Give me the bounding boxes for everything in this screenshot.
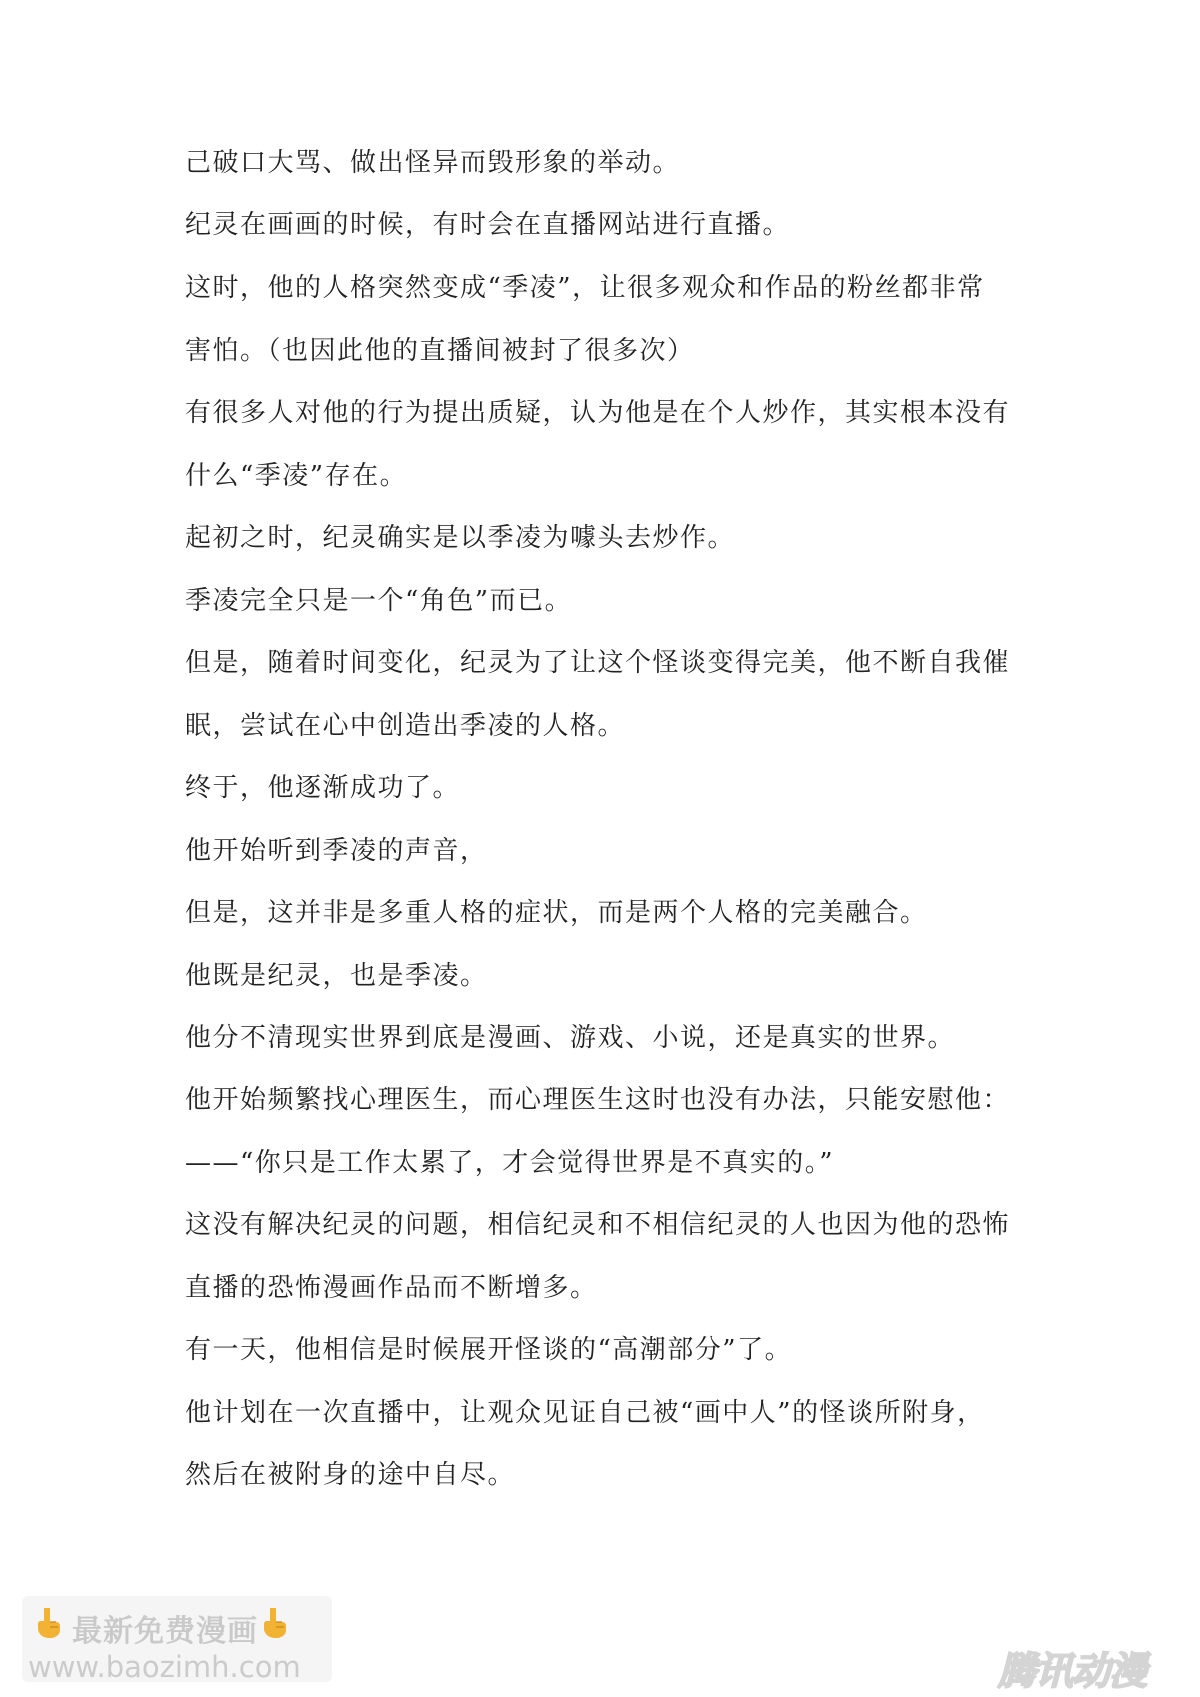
- text-line: ——“你只是工作太累了，才会觉得世界是不真实的。”: [185, 1148, 835, 1178]
- text-line: 眠，尝试在心中创造出季凌的人格。: [185, 711, 626, 741]
- text-line: 但是，这并非是多重人格的症状，而是两个人格的完美融合。: [185, 898, 928, 928]
- text-line: 直播的恐怖漫画作品而不断增多。: [185, 1273, 598, 1303]
- text-line: 他既是纪灵，也是季凌。: [185, 961, 488, 991]
- text-line: 季凌完全只是一个“角色”而已。: [185, 586, 573, 616]
- text-line: 己破口大骂、做出怪异而毁形象的举动。: [185, 148, 681, 178]
- publisher-logo-text: 腾讯动漫: [998, 1649, 1147, 1693]
- text-line: 害怕。（也因此他的直播间被封了很多次）: [185, 336, 695, 366]
- text-line: 他开始听到季凌的声音，: [185, 836, 488, 866]
- publisher-logo: [998, 1640, 1186, 1693]
- text-line: 起初之时，纪灵确实是以季凌为噱头去炒作。: [185, 523, 736, 553]
- text-line: 纪灵在画画的时候，有时会在直播网站进行直播。: [185, 210, 791, 240]
- text-line: 他分不清现实世界到底是漫画、游戏、小说，还是真实的世界。: [185, 1023, 956, 1053]
- text-line: 终于，他逐渐成功了。: [185, 773, 461, 803]
- pointing-down-hand-icon: [34, 1606, 62, 1638]
- text-line: 然后在被附身的途中自尽。: [185, 1460, 516, 1490]
- text-line: 有一天，他相信是时候展开怪谈的“高潮部分”了。: [185, 1335, 793, 1365]
- promo-title: 最新免费漫画: [72, 1614, 258, 1649]
- text-line: 有很多人对他的行为提出质疑，认为他是在个人炒作，其实根本没有: [185, 398, 1011, 428]
- promo-url: www.baozimh.com: [28, 1650, 301, 1684]
- text-line: 这时，他的人格突然变成“季凌”，让很多观众和作品的粉丝都非常: [185, 273, 985, 303]
- text-line: 但是，随着时间变化，纪灵为了让这个怪谈变得完美，他不断自我催: [185, 648, 1011, 678]
- pointing-down-hand-icon: [260, 1606, 288, 1638]
- text-line: 什么“季凌”存在。: [185, 461, 408, 491]
- text-line: 这没有解决纪灵的问题，相信纪灵和不相信纪灵的人也因为他的恐怖: [185, 1210, 1011, 1240]
- text-line: 他计划在一次直播中，让观众见证自己被“画中人”的怪谈所附身，: [185, 1398, 985, 1428]
- text-line: 他开始频繁找心理医生，而心理医生这时也没有办法，只能安慰他：: [185, 1085, 1011, 1115]
